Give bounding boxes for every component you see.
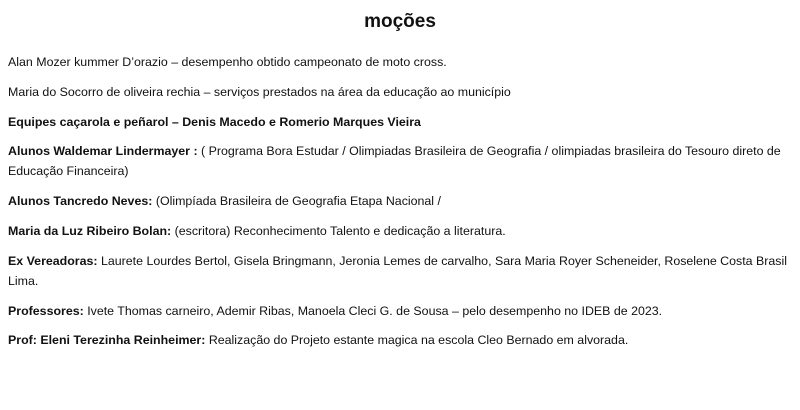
document-title: moções — [364, 11, 436, 32]
motion-entry-text: Maria do Socorro de oliveira rechia – serviços prestados na área da educação ao município — [8, 84, 511, 99]
motion-entry-2 — [8, 82, 792, 102]
motion-entry-lead: Maria da Luz Ribeiro Bolan: — [8, 223, 172, 238]
motion-entry-3 — [8, 112, 792, 132]
motion-entry-4 — [8, 141, 792, 181]
motion-entry-9 — [8, 330, 792, 350]
motion-entry-text: ( Programa Bora Estudar / Olimpiadas Brasileira de Geografia / olimpiadas brasileira do Tesouro direto de Educação Financeira) — [8, 144, 781, 179]
motion-entry-1 — [8, 52, 792, 72]
motions-list — [8, 52, 792, 360]
motion-entry-text: Laurete Lourdes Bertol, Gisela Bringmann, Jeronia Lemes de carvalho, Sara Maria Royer Scheneider, Roselene Costa Brasil Lima. — [8, 253, 787, 288]
motion-entry-text: Alan Mozer kummer D’orazio – desempenho obtido campeonato de moto cross. — [8, 55, 447, 69]
motion-entry-6 — [8, 221, 792, 241]
motion-entry-lead: Prof: Eleni Terezinha Reinheimer: — [8, 333, 206, 348]
motion-entry-lead: Equipes caçarola e peñarol – Denis Macedo e Romerio Marques Vieira — [8, 114, 421, 129]
motion-entry-lead: Professores: — [8, 303, 84, 318]
motion-entry-text: (escritora) Reconhecimento Talento e dedicação a literatura. — [171, 223, 506, 238]
motion-entry-text: Realização do Projeto estante magica na escola Cleo Bernado em alvorada. — [205, 333, 629, 348]
motion-entry-text: Ivete Thomas carneiro, Ademir Ribas, Manoela Cleci G. de Sousa – pelo desempenho no IDEB de 2023. — [83, 303, 663, 318]
motion-entry-8 — [8, 301, 792, 321]
motion-entry-7 — [8, 251, 792, 291]
motion-entry-lead: Alunos Tancredo Neves: — [8, 194, 153, 209]
motion-entry-5 — [8, 191, 792, 211]
motion-entry-text: (Olimpíada Brasileira de Geografia Etapa Nacional / — [152, 194, 441, 209]
motion-entry-lead: Alunos Waldemar Lindermayer : — [8, 144, 198, 159]
motion-entry-lead: Ex Vereadoras: — [8, 253, 98, 268]
